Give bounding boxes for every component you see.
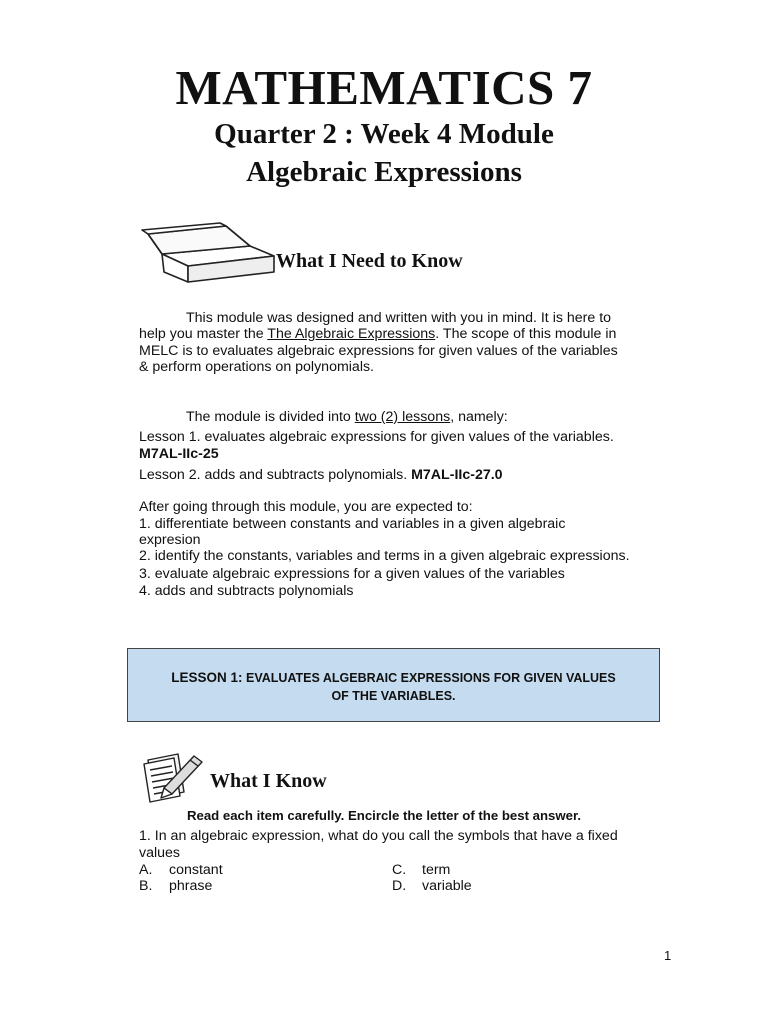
question-1-cont: values [139,845,181,861]
lesson-2-description: Lesson 2. adds and subtracts polynomials. M7AL-IIc-27.0 [139,467,503,483]
option-a[interactable] [139,862,223,879]
module-topic: Algebraic Expressions [246,156,522,188]
lesson-1-description: Lesson 1. evaluates algebraic expressions for given values of the variables. [139,429,614,445]
objective-4: 4. adds and subtracts polynomials [139,583,354,599]
question-1: 1. In an algebraic expression, what do you call the symbols that have a fixed [139,828,618,844]
option-letter: A. [139,862,153,878]
algebraic-expressions-link: The Algebraic Expressions [267,326,436,342]
objective-1-cont: expresion [139,532,201,548]
objective-3: 3. evaluate algebraic expressions for a given values of the variables [139,566,565,582]
option-c[interactable] [392,862,450,879]
objectives-intro: After going through this module, you are expected to: [139,499,473,515]
option-d[interactable] [392,878,472,895]
option-letter: B. [139,878,153,894]
option-text: variable [422,878,472,894]
two-lessons-link: two (2) lessons [354,409,451,425]
option-letter: D. [392,878,407,894]
objective-1: 1. differentiate between constants and variables in a given algebraic [139,516,566,532]
intro-paragraph-line: This module was designed and written with you in mind. It is here to [186,310,612,326]
lesson-2-code: M7AL-IIc-27.0 [411,467,503,483]
open-box-icon [140,222,278,284]
paper-pencil-icon [142,752,206,804]
section-heading-need-to-know: What I Need to Know [276,250,463,272]
section-heading-what-i-know: What I Know [210,770,327,792]
module-subtitle: Quarter 2 : Week 4 Module [214,118,554,150]
option-text: term [422,862,451,878]
quiz-instruction: Read each item carefully. Encircle the letter of the best answer. [186,808,582,823]
option-text: constant [169,862,223,878]
lessons-intro: The module is divided into two (2) lessons, namely: [186,409,508,425]
page-title: MATHEMATICS 7 [175,60,593,115]
intro-paragraph-line: MELC is to evaluates algebraic expressions for given values of the variables [139,343,618,359]
lesson-1-banner [127,648,660,722]
option-letter: C. [392,862,407,878]
option-b[interactable] [139,878,212,895]
intro-paragraph-line: help you master the The Algebraic Expressions. The scope of this module in [139,326,617,342]
intro-paragraph-line: & perform operations on polynomials. [139,359,375,375]
lesson-title-line: OF THE VARIABLES. [331,689,456,703]
option-text: phrase [169,878,213,894]
objective-2: 2. identify the constants, variables and terms in a given algebraic expressions. [139,548,630,564]
lesson-label: LESSON 1: [171,670,243,685]
page-number: 1 [664,948,672,963]
lesson-title-line: EVALUATES ALGEBRAIC EXPRESSIONS FOR GIVEN VALUES [242,671,616,685]
lesson-1-code: M7AL-IIc-25 [139,446,219,462]
